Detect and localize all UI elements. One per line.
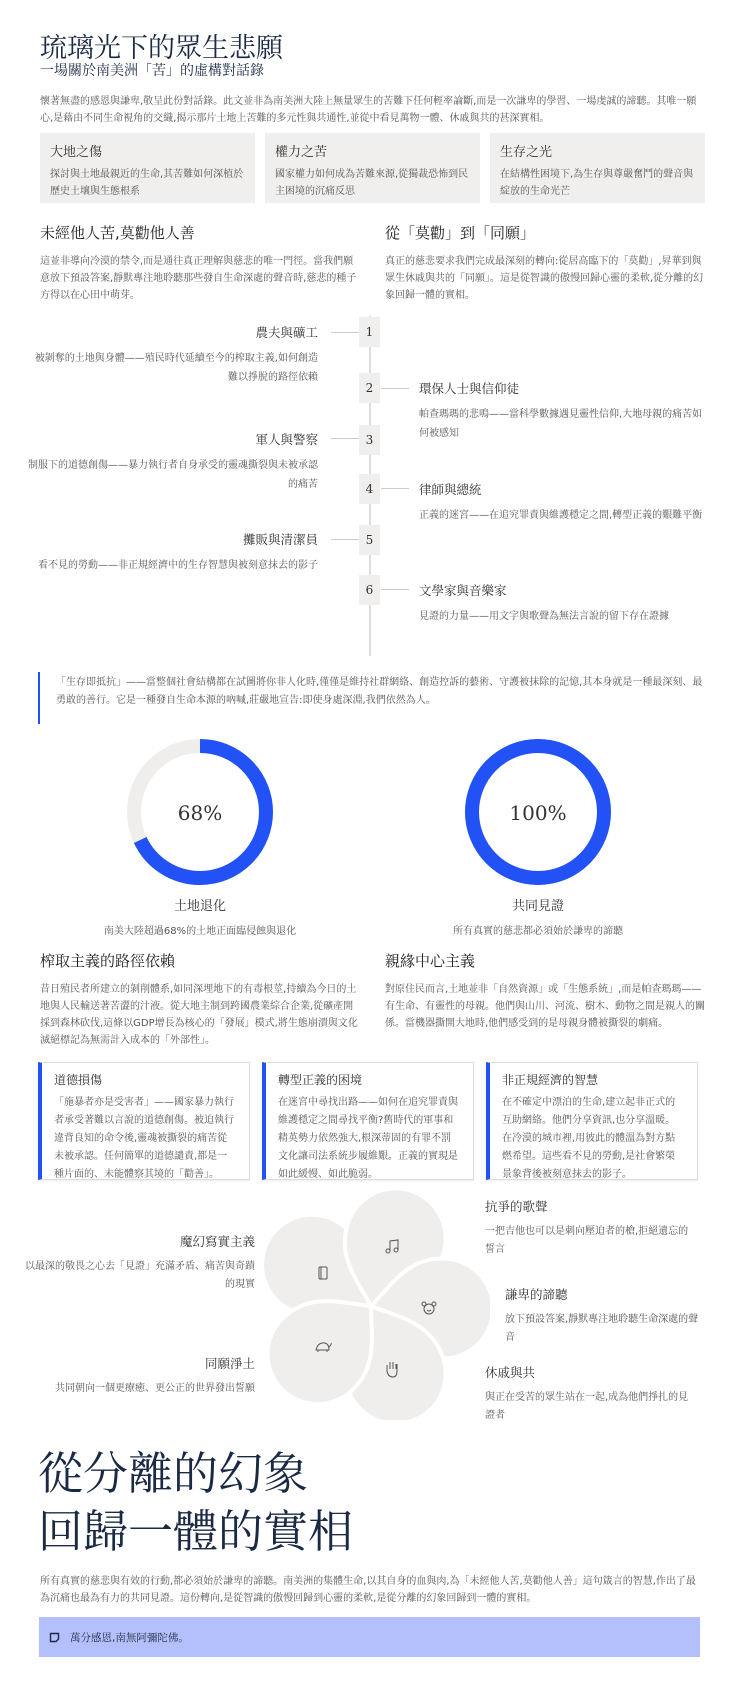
closing-heading-line: 從分離的幻象 [38,1447,309,1500]
flower-title: 休戚與共 [485,1365,536,1380]
timeline-item [419,379,709,443]
timeline-item [28,430,318,494]
timeline-connector [381,388,409,389]
closing-heading [38,1445,353,1561]
timeline-number: 6 [359,575,380,605]
flower-label [505,1285,705,1347]
quote-block: 「生存即抵抗」——當整個社會結構都在試圖將你非人化時,僅僅是維持社群網絡、創造控訴的藝術、守護被抹除的記憶,其本身就是一種最深刻、最勇敢的善行。它是一種發自生命本源的吶喊,莊嚴地宣告:即使身處深淵,我們依然為人。 [38,672,708,724]
donut-value: 68% [177,801,223,825]
flower-title: 同願淨土 [204,1356,255,1371]
stat-desc: 南美大陸超過68%的土地正面臨侵蝕與退化 [103,926,297,937]
timeline-connector [381,488,409,489]
page-title: 琉璃光下的眾生悲願 [40,33,283,64]
timeline-title: 律師與總統 [419,482,482,497]
section-body: 真正的慈悲要求我們完成最深刻的轉向:從居高臨下的「莫勸」,昇華到與眾生休戚與共的「同願」。這是從智識的傲慢回歸心靈的柔軟,從分離的幻象回歸一體的實相。 [385,256,704,301]
timeline-desc: 看不見的勞動——非正規經濟中的生存智慧與被刻意抹去的影子 [38,560,318,571]
section-right [385,222,705,304]
stat-desc: 所有真實的慈悲都必須始於謙卑的諦聽 [453,926,623,937]
insight-title: 轉型正義的困境 [278,1073,363,1087]
theme-title: 生存之光 [500,145,553,160]
timeline-connector [331,332,359,333]
timeline-number: 5 [359,525,380,555]
timeline-connector [331,438,359,439]
timeline-title: 環保人士與信仰徒 [419,381,520,396]
callout-text: 萬分感恩,南無阿彌陀佛。 [70,1631,189,1644]
timeline-title: 攤販與清潔員 [242,532,318,547]
flower-desc: 一把吉他也可以是刺向壓迫者的槍,拒絕遺忘的誓言 [485,1226,689,1255]
theme-desc: 探討與土地最親近的生命,其苦難如何深植於歷史土壤與生態根系 [50,169,244,197]
stat-title: 共同見證 [511,899,564,914]
closing-body: 所有真實的慈悲與有效的行動,都必須始於謙卑的諦聽。南美洲的集體生命,以其自身的血與肉,為「未經他人苦,莫勸他人善」這句箴言的智慧,作出了最為沉痛也最為有力的共同見證。這份轉向,是從智識的傲慢回歸到心靈的柔軟,是從分離的幻象回歸到一體的實相。 [40,1576,696,1604]
timeline-desc: 正義的迷宮——在追究罪責與維護穩定之間,轉型正義的艱難平衡 [419,510,703,521]
timeline-number: 2 [359,373,380,403]
timeline-title: 文學家與音樂家 [419,583,507,598]
timeline-desc: 帕查瑪瑪的悲鳴——當科學數據遇見靈性信仰,大地母親的痛苦如何被感知 [419,409,703,439]
insight-card [262,1062,474,1180]
insight-card [486,1062,698,1180]
timeline-number: 4 [359,474,380,504]
timeline-number: 1 [359,317,380,347]
flower-title: 抗爭的歌聲 [485,1199,548,1214]
flower-diagram [250,1190,490,1420]
stat-label [60,895,340,937]
flower-label [485,1363,695,1425]
insight-desc: 在迷宮中尋找出路——如何在追究罪責與維護穩定之間尋找平衡?舊時代的軍事和精英勢力依然強大,根深蒂固的有罪不罰文化讓司法系統步履維艱。正義的實現是如此緩慢、如此脆弱。 [278,1097,458,1180]
section-heading: 未經他人苦,莫勸他人善 [40,224,195,242]
section-heading: 從「莫勸」到「同願」 [385,224,536,242]
flower-title: 謙卑的諦聽 [505,1287,568,1302]
timeline-connector [331,539,359,540]
section-body: 對原住民而言,土地並非「自然資源」或「生態系統」,而是帕查瑪瑪——有生命、有靈性的母親。他們與山川、河流、樹木、動物之間是親人的關係。當機器撕開大地時,他們感受到的是母親身體被撕裂的劇痛。 [385,984,705,1029]
section-right [385,950,705,1032]
timeline-desc: 制服下的道德創傷——暴力執行者自身承受的靈魂撕裂與未被承認的痛苦 [28,460,318,490]
timeline-title: 農夫與礦工 [255,325,318,340]
timeline-item [28,323,318,387]
section-body: 昔日殖民者所建立的剝削體系,如同深埋地下的有毒根莖,持續為今日的土地與人民輸送著苦澀的汁液。從大地主制到跨國農業綜合企業,從礦產開採到森林砍伐,這條以GDP增長為核心的「發展」模式,將生態崩潰與文化滅絕標記為無需計入成本的「外部性」。 [40,984,358,1046]
stat-title: 土地退化 [173,899,226,914]
theme-desc: 國家權力如何成為苦難來源,從獨裁恐怖到民主困境的沉痛反思 [275,169,469,197]
insight-desc: 在不確定中漂泊的生命,建立起非正式的互助網絡。他們分享資訊,也分享溫暖。在冷漠的城市裡,用彼此的體溫為對方點燃希望。這些看不見的勞動,是社會繁榮景象背後被刻意抹去的影子。 [502,1097,676,1180]
donut-value: 100% [509,801,567,825]
intro-text: 懷著無盡的感恩與謙卑,敬呈此份對話錄。此文並非為南美洲大陸上無量眾生的苦難下任何輕率論斷,而是一次謙卑的學習、一場虔誠的諦聽。其唯一願心,是藉由不同生命視角的交織,揭示那片土地上苦難的多元性與共通性,並從中看見萬物一體、休戚與共的甚深實相。 [40,96,697,124]
timeline-connector [381,589,409,590]
closing-heading-line: 回歸一體的實相 [38,1505,354,1558]
stats-donuts [0,730,740,900]
section-heading: 親緣中心主義 [385,952,476,970]
timeline-title: 軍人與警察 [255,432,318,447]
timeline-number: 3 [359,425,380,455]
flower-label [25,1232,255,1294]
timeline-item [419,581,709,626]
theme-title: 大地之傷 [50,145,103,160]
flower-desc: 放下預設答案,靜默專注地聆聽生命深處的聲音 [505,1314,699,1343]
section-body: 這並非導向冷漠的禁令,而是通往真正理解與慈悲的唯一門徑。當我們願意放下預設答案,靜默專注地聆聽那些發自生命深處的聲音時,慈悲的種子方得以在心田中萌芽。 [40,256,357,301]
theme-card [40,133,255,203]
timeline-item [28,530,318,575]
section-left [40,222,360,304]
flower-label [25,1354,255,1398]
insight-card [38,1062,250,1180]
insight-title: 非正規經濟的智慧 [502,1073,599,1087]
timeline-desc: 見證的力量——用文字與歌聲為無法言說的留下存在證據 [419,611,669,622]
section-heading: 榨取主義的路徑依賴 [40,952,176,970]
theme-card [265,133,480,203]
note-icon [49,1632,60,1643]
theme-desc: 在結構性困境下,為生存與尊嚴奮鬥的聲音與綻放的生命光芒 [500,169,694,197]
section-left [40,950,360,1049]
stat-label [398,895,678,937]
page-subtitle: 一場關於南美洲「苦」的虛構對話錄 [40,63,264,79]
flower-desc: 與正在受苦的眾生站在一起,成為他們掙扎的見證者 [485,1392,689,1421]
callout-box [39,1617,700,1657]
insight-title: 道德損傷 [54,1073,103,1087]
timeline-item [419,480,709,525]
flower-label [485,1197,695,1259]
flower-title: 魔幻寫實主義 [179,1234,255,1249]
theme-title: 權力之苦 [275,145,328,160]
insight-desc: 「施暴者亦是受害者」——國家暴力執行者承受著難以言說的道德創傷。被迫執行違背良知的命令後,靈魂被撕裂的痛苦從未被承認。任何簡單的道德譴責,都是一種片面的、未能體察其境的「勸善」。 [54,1097,234,1180]
flower-desc: 共同朝向一個更療癒、更公正的世界發出誓願 [55,1383,255,1394]
timeline-desc: 被剝奪的土地與身體——殖民時代延續至今的榨取主義,如何創造難以掙脫的路徑依賴 [34,353,318,383]
flower-desc: 以最深的敬畏之心去「見證」充滿矛盾、痛苦與奇蹟的現實 [25,1261,255,1290]
theme-card [490,133,705,203]
